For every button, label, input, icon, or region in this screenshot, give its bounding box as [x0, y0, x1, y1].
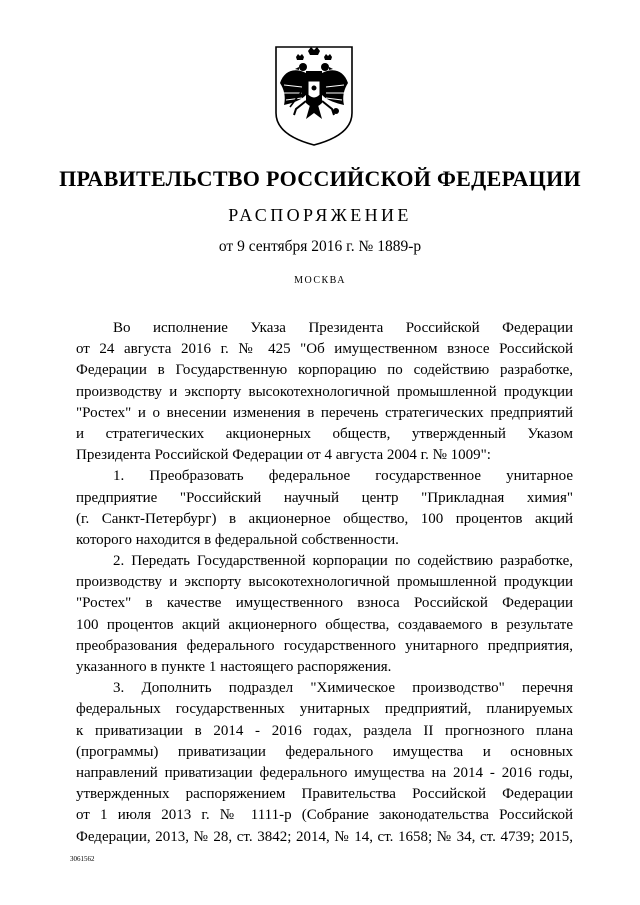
text-line: производству и экспорту высокотехнологичной промышленной продукции	[76, 574, 573, 591]
text-line: "Ростех" в качестве имущественного взноса Российской Федерации	[76, 595, 573, 612]
document-code: 3061562	[70, 855, 95, 863]
document-body	[76, 318, 573, 848]
paragraph-item-2	[76, 551, 573, 678]
text-line: от 24 августа 2016 г. № 425 "Об имущественном взносе Российской	[76, 341, 573, 358]
text-line: к приватизации в 2014 - 2016 годах, раздела II прогнозного плана	[76, 722, 573, 739]
document-type: РАСПОРЯЖЕНИЕ	[228, 205, 412, 225]
text-line: Федерации в Государственную корпорацию по содействию разработке,	[76, 362, 573, 379]
text-line: 100 процентов акций акционерного общества, создаваемого в результате	[76, 616, 573, 633]
text-line: Во исполнение Указа Президента Российской Федерации	[113, 320, 573, 336]
text-line: (г. Санкт-Петербург) в акционерное общество, 100 процентов акций	[76, 510, 573, 527]
text-line: и стратегических акционерных обществ, утвержденный Указом	[76, 425, 573, 442]
text-line: направлений приватизации федерального имущества на 2014 - 2016 годы,	[76, 764, 573, 781]
government-title: ПРАВИТЕЛЬСТВО РОССИЙСКОЙ ФЕДЕРАЦИИ	[59, 166, 581, 191]
document-city: МОСКВА	[294, 275, 346, 286]
paragraph-preamble	[76, 318, 573, 466]
text-line: преобразования федерального государственного унитарного предприятия,	[76, 637, 573, 654]
paragraph-item-3	[76, 678, 573, 848]
paragraph-item-1	[76, 466, 573, 551]
text-line: утвержденных распоряжением Правительства Российской Федерации	[76, 786, 573, 803]
text-line: от 1 июля 2013 г. № 1111-р (Собрание законодательства Российской	[76, 807, 573, 824]
coat-of-arms-icon	[272, 43, 356, 149]
text-line: Президента Российской Федерации от 4 августа 2004 г. № 1009":	[76, 447, 491, 464]
text-line: Федерации, 2013, № 28, ст. 3842; 2014, № 14, ст. 1658; № 34, ст. 4739; 2015,	[76, 828, 573, 845]
text-line: предприятие "Российский научный центр "Прикладная химия"	[76, 489, 573, 506]
text-line: которого находится в федеральной собственности.	[76, 531, 399, 548]
text-line: федеральных государственных унитарных предприятий, планируемых	[76, 701, 573, 718]
text-line: (программы) приватизации федерального имущества и основных	[76, 743, 573, 760]
text-line: 3. Дополнить подраздел "Химическое производство" перечня	[113, 680, 573, 697]
text-line: указанного в пункте 1 настоящего распоряжения.	[76, 659, 392, 675]
text-line: "Ростех" и о внесении изменения в перечень стратегических предприятий	[76, 404, 573, 421]
text-line: 2. Передать Государственной корпорации по содействию разработке,	[113, 553, 573, 570]
text-line: 1. Преобразовать федеральное государственное унитарное	[113, 468, 573, 485]
text-line: производству и экспорту высокотехнологичной промышленной продукции	[76, 383, 573, 400]
document-date-number: от 9 сентября 2016 г. № 1889-р	[218, 238, 422, 255]
